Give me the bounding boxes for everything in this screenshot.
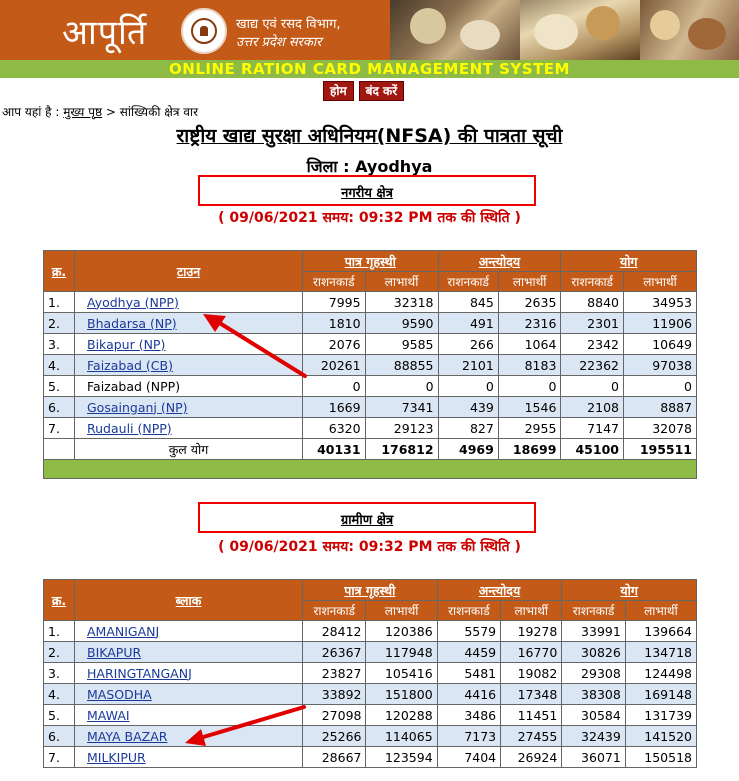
row-value: 1546 <box>498 397 561 418</box>
row-value: 114065 <box>366 726 437 747</box>
table-row <box>44 355 697 376</box>
row-name-cell <box>75 376 303 397</box>
urban-section-box <box>198 175 536 206</box>
row-value: 0 <box>365 376 438 397</box>
row-serial: 4. <box>44 355 75 376</box>
row-value: 2301 <box>561 313 624 334</box>
row-value: 32439 <box>562 726 625 747</box>
row-serial: 7. <box>44 747 75 768</box>
row-value: 7995 <box>303 292 366 313</box>
row-value: 34953 <box>623 292 696 313</box>
sub-col-cards: राशनकार्ड <box>562 601 625 621</box>
row-value: 25266 <box>303 726 366 747</box>
row-serial: 3. <box>44 663 75 684</box>
row-value: 19082 <box>501 663 562 684</box>
row-value: 27455 <box>501 726 562 747</box>
sub-col-cards: राशनकार्ड <box>438 272 498 292</box>
row-value: 1064 <box>498 334 561 355</box>
town-link[interactable]: Faizabad (CB) <box>87 357 173 373</box>
urban-status: ( 09/06/2021 समय: 09:32 PM तक की स्थिति ) <box>218 210 521 226</box>
row-name-cell <box>75 663 303 684</box>
row-value: 2342 <box>561 334 624 355</box>
town-link[interactable]: Gosainganj (NP) <box>87 399 188 415</box>
row-name-cell <box>75 705 303 726</box>
header-photo-wheat <box>520 0 640 60</box>
row-value: 30584 <box>562 705 625 726</box>
rural-table <box>43 579 697 768</box>
table-row <box>44 663 697 684</box>
breadcrumb-home-link[interactable]: मुख्य पृष्ठ <box>63 105 103 119</box>
row-value: 36071 <box>562 747 625 768</box>
total-value: 40131 <box>303 439 366 460</box>
row-value: 0 <box>438 376 498 397</box>
row-value: 4459 <box>437 642 500 663</box>
row-serial: 6. <box>44 397 75 418</box>
urban-table <box>43 250 697 479</box>
row-value: 28412 <box>303 621 366 642</box>
total-blank <box>44 439 75 460</box>
block-link[interactable]: MAWAI <box>87 707 130 723</box>
row-name-cell <box>75 642 303 663</box>
row-value: 2108 <box>561 397 624 418</box>
breadcrumb-prefix: आप यहां है : <box>2 105 60 119</box>
row-value: 30826 <box>562 642 625 663</box>
total-value: 176812 <box>365 439 438 460</box>
row-value: 120386 <box>366 621 437 642</box>
row-value: 1810 <box>303 313 366 334</box>
row-value: 8840 <box>561 292 624 313</box>
table-row <box>44 292 697 313</box>
row-serial: 3. <box>44 334 75 355</box>
block-link[interactable]: MILKIPUR <box>87 749 146 765</box>
table-row <box>44 705 697 726</box>
row-value: 0 <box>303 376 366 397</box>
col-group-total: योग <box>562 580 697 601</box>
row-value: 7173 <box>437 726 500 747</box>
sub-col-beneficiaries: लाभार्थी <box>625 601 696 621</box>
row-serial: 5. <box>44 705 75 726</box>
up-govt-emblem-icon <box>181 8 227 54</box>
total-value: 45100 <box>561 439 624 460</box>
row-value: 124498 <box>625 663 696 684</box>
table-row <box>44 684 697 705</box>
sub-col-beneficiaries: लाभार्थी <box>501 601 562 621</box>
table-row <box>44 621 697 642</box>
row-value: 5481 <box>437 663 500 684</box>
row-value: 2955 <box>498 418 561 439</box>
row-value: 120288 <box>366 705 437 726</box>
row-value: 134718 <box>625 642 696 663</box>
rural-status: ( 09/06/2021 समय: 09:32 PM तक की स्थिति ) <box>218 539 521 555</box>
col-serial: क्र. <box>44 251 75 292</box>
row-value: 19278 <box>501 621 562 642</box>
row-name-cell <box>75 355 303 376</box>
total-row <box>44 439 697 460</box>
table-row <box>44 334 697 355</box>
table-row <box>44 642 697 663</box>
breadcrumb-current: सांख्यिकी क्षेत्र वार <box>119 105 198 119</box>
header-photo-pulses <box>640 0 739 60</box>
row-serial: 1. <box>44 292 75 313</box>
table-row <box>44 397 697 418</box>
sub-col-cards: राशनकार्ड <box>437 601 500 621</box>
row-name-cell <box>75 313 303 334</box>
logo-text: आपूर्ति <box>62 13 148 53</box>
row-serial: 2. <box>44 313 75 334</box>
row-name-cell <box>75 418 303 439</box>
town-link[interactable]: Ayodhya (NPP) <box>87 294 179 310</box>
row-value: 827 <box>438 418 498 439</box>
row-value: 16770 <box>501 642 562 663</box>
row-serial: 6. <box>44 726 75 747</box>
rural-section-title: ग्रामीण क्षेत्र <box>340 513 394 528</box>
town-link[interactable]: Bhadarsa (NP) <box>87 315 177 331</box>
row-name-cell <box>75 621 303 642</box>
row-value: 169148 <box>625 684 696 705</box>
row-serial: 5. <box>44 376 75 397</box>
row-value: 27098 <box>303 705 366 726</box>
sub-col-beneficiaries: लाभार्थी <box>498 272 561 292</box>
total-value: 18699 <box>498 439 561 460</box>
urban-section-title: नगरीय क्षेत्र <box>341 186 393 201</box>
row-name-cell <box>75 726 303 747</box>
row-value: 97038 <box>623 355 696 376</box>
row-value: 845 <box>438 292 498 313</box>
sub-col-cards: राशनकार्ड <box>303 601 366 621</box>
home-button[interactable]: होम <box>323 81 354 101</box>
row-name-cell <box>75 747 303 768</box>
sub-col-beneficiaries: लाभार्थी <box>623 272 696 292</box>
rural-section-box <box>198 502 536 533</box>
row-value: 0 <box>498 376 561 397</box>
col-group-eligible: पात्र गृहस्थी <box>303 251 439 272</box>
page-title: राष्ट्रीय खाद्य सुरक्षा अधिनियम(NFSA) की पात्रता सूची <box>176 125 563 147</box>
header-banner <box>0 0 739 60</box>
sub-col-cards: राशनकार्ड <box>561 272 624 292</box>
district-label: जिला : Ayodhya <box>306 157 433 176</box>
row-value: 28667 <box>303 747 366 768</box>
dept-name-line2: उत्तर प्रदेश सरकार <box>236 35 322 50</box>
col-block: ब्लाक <box>75 580 303 621</box>
row-value: 38308 <box>562 684 625 705</box>
row-value: 26367 <box>303 642 366 663</box>
row-value: 266 <box>438 334 498 355</box>
row-value: 439 <box>438 397 498 418</box>
row-value: 141520 <box>625 726 696 747</box>
row-value: 29308 <box>562 663 625 684</box>
row-value: 20261 <box>303 355 366 376</box>
block-link[interactable]: AMANIGANJ <box>87 623 160 639</box>
row-value: 0 <box>623 376 696 397</box>
col-serial: क्र. <box>44 580 75 621</box>
row-value: 32078 <box>623 418 696 439</box>
row-value: 8887 <box>623 397 696 418</box>
table-footer-bar <box>44 460 697 479</box>
sub-col-beneficiaries: लाभार्थी <box>365 272 438 292</box>
row-value: 26924 <box>501 747 562 768</box>
row-value: 7147 <box>561 418 624 439</box>
row-value: 0 <box>561 376 624 397</box>
block-link[interactable]: HARINGTANGANJ <box>87 665 192 681</box>
row-value: 9590 <box>365 313 438 334</box>
town-name: Faizabad (NPP) <box>87 378 181 394</box>
row-serial: 1. <box>44 621 75 642</box>
row-value: 105416 <box>366 663 437 684</box>
dept-name-line1: खाद्य एवं रसद विभाग, <box>236 17 341 32</box>
row-value: 2316 <box>498 313 561 334</box>
table-row <box>44 418 697 439</box>
row-value: 150518 <box>625 747 696 768</box>
table-row <box>44 747 697 768</box>
breadcrumb <box>2 103 198 120</box>
row-value: 7404 <box>437 747 500 768</box>
row-value: 9585 <box>365 334 438 355</box>
row-value: 23827 <box>303 663 366 684</box>
row-value: 3486 <box>437 705 500 726</box>
row-value: 17348 <box>501 684 562 705</box>
row-value: 29123 <box>365 418 438 439</box>
row-value: 131739 <box>625 705 696 726</box>
block-link[interactable]: BIKAPUR <box>87 644 142 660</box>
col-group-antyodaya: अन्त्योदय <box>438 251 561 272</box>
row-value: 10649 <box>623 334 696 355</box>
row-serial: 2. <box>44 642 75 663</box>
table-row <box>44 726 697 747</box>
col-group-total: योग <box>561 251 697 272</box>
header-photo-grain <box>390 0 520 60</box>
col-group-eligible: पात्र गृहस्थी <box>303 580 438 601</box>
row-value: 32318 <box>365 292 438 313</box>
block-link[interactable]: MASODHA <box>87 686 152 702</box>
row-serial: 4. <box>44 684 75 705</box>
row-value: 1669 <box>303 397 366 418</box>
total-value: 195511 <box>623 439 696 460</box>
total-label: कुल योग <box>75 439 303 460</box>
town-link[interactable]: Bikapur (NP) <box>87 336 166 352</box>
total-value: 4969 <box>438 439 498 460</box>
row-value: 151800 <box>366 684 437 705</box>
row-value: 88855 <box>365 355 438 376</box>
table-row <box>44 376 697 397</box>
block-link[interactable]: MAYA BAZAR <box>87 728 168 744</box>
row-value: 2635 <box>498 292 561 313</box>
row-value: 7341 <box>365 397 438 418</box>
row-value: 11906 <box>623 313 696 334</box>
row-value: 33892 <box>303 684 366 705</box>
row-value: 22362 <box>561 355 624 376</box>
row-value: 6320 <box>303 418 366 439</box>
sub-col-cards: राशनकार्ड <box>303 272 366 292</box>
town-link[interactable]: Rudauli (NPP) <box>87 420 172 436</box>
row-value: 5579 <box>437 621 500 642</box>
col-town: टाउन <box>75 251 303 292</box>
system-title-bar: ONLINE RATION CARD MANAGEMENT SYSTEM <box>0 60 739 78</box>
sub-col-beneficiaries: लाभार्थी <box>366 601 437 621</box>
row-value: 117948 <box>366 642 437 663</box>
row-name-cell <box>75 292 303 313</box>
breadcrumb-separator: > <box>105 105 116 119</box>
row-value: 8183 <box>498 355 561 376</box>
row-value: 139664 <box>625 621 696 642</box>
col-group-antyodaya: अन्त्योदय <box>437 580 562 601</box>
close-button[interactable]: बंद करें <box>359 81 405 101</box>
row-value: 4416 <box>437 684 500 705</box>
row-value: 2076 <box>303 334 366 355</box>
row-serial: 7. <box>44 418 75 439</box>
row-value: 123594 <box>366 747 437 768</box>
nav-buttons <box>323 81 404 101</box>
row-name-cell <box>75 684 303 705</box>
row-name-cell <box>75 334 303 355</box>
row-value: 2101 <box>438 355 498 376</box>
row-value: 11451 <box>501 705 562 726</box>
row-value: 33991 <box>562 621 625 642</box>
table-row <box>44 313 697 334</box>
row-name-cell <box>75 397 303 418</box>
row-value: 491 <box>438 313 498 334</box>
